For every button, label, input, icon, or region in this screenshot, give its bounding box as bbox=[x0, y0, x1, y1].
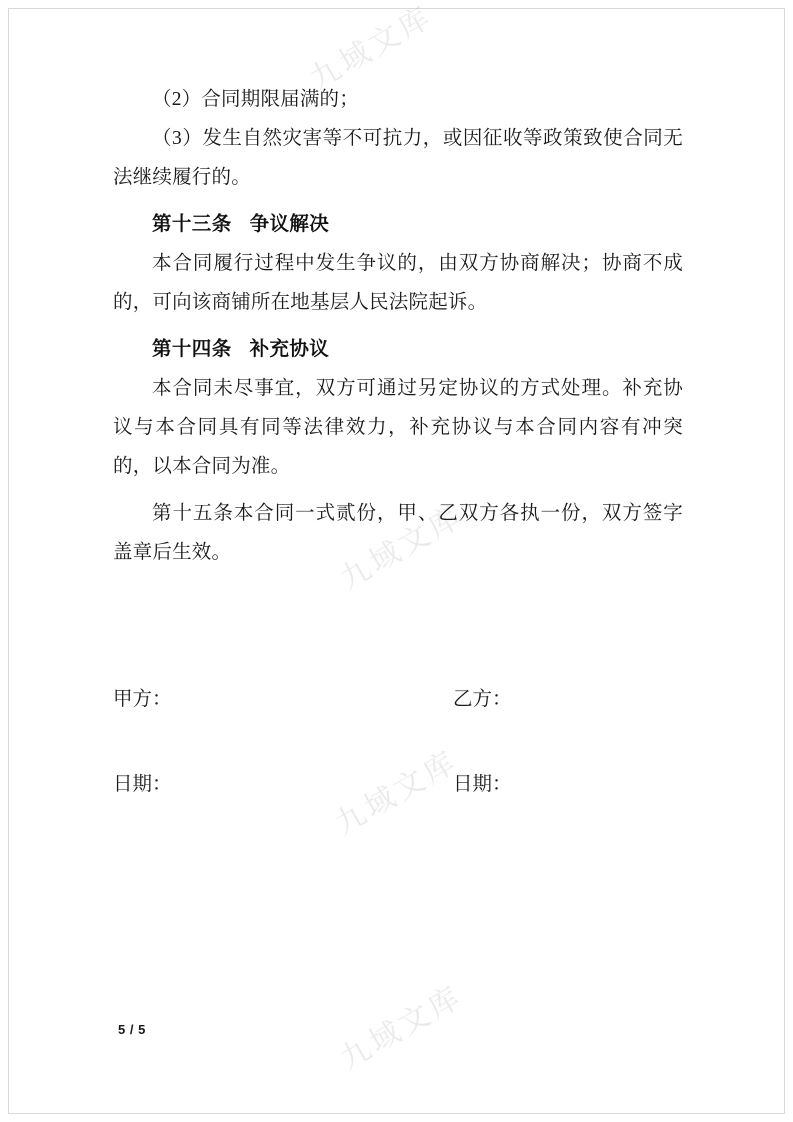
signature-party-row bbox=[113, 680, 683, 719]
article-13-title: 争议解决 bbox=[249, 214, 330, 235]
article-13-number: 第十三条 bbox=[152, 214, 232, 235]
heading-article-13 bbox=[113, 205, 683, 244]
paragraph-clause-3: （3）发生自然灾害等不可抗力，或因征收等政策致使合同无法继续履行的。 bbox=[113, 128, 683, 188]
date-a-label: 日期： bbox=[113, 774, 172, 795]
article-14-number: 第十四条 bbox=[152, 339, 232, 360]
paragraph-article-13-body: 本合同履行过程中发生争议的，由双方协商解决；协商不成的，可向该商铺所在地基层人民法院起诉。 bbox=[113, 253, 683, 313]
page-number: 5 / 5 bbox=[118, 1022, 146, 1037]
paragraph-article-14-body: 本合同未尽事宜，双方可通过另定协议的方式处理。补充协议与本合同具有同等法律效力，补充协议与本合同内容有冲突的，以本合同为准。 bbox=[113, 378, 683, 477]
article-15-number: 第十五条 bbox=[152, 503, 234, 524]
watermark: 九域文库 bbox=[329, 744, 464, 842]
paragraph-article-15 bbox=[113, 494, 683, 572]
document-body bbox=[113, 80, 683, 572]
watermark: 九域文库 bbox=[334, 979, 469, 1077]
heading-article-14 bbox=[113, 330, 683, 369]
paragraph-clause-2: （2）合同期限届满的； bbox=[152, 89, 359, 110]
article-15-body: 本合同一式贰份，甲、乙双方各执一份，双方签字盖章后生效。 bbox=[113, 503, 683, 563]
signature-date-row bbox=[113, 765, 683, 804]
party-b-label: 乙方： bbox=[453, 689, 512, 710]
watermark: 九域文库 bbox=[334, 499, 469, 597]
article-14-title: 补充协议 bbox=[249, 339, 330, 360]
watermark: 九域文库 bbox=[304, 0, 439, 97]
party-a-label: 甲方： bbox=[113, 689, 172, 710]
date-b-label: 日期： bbox=[453, 774, 512, 795]
